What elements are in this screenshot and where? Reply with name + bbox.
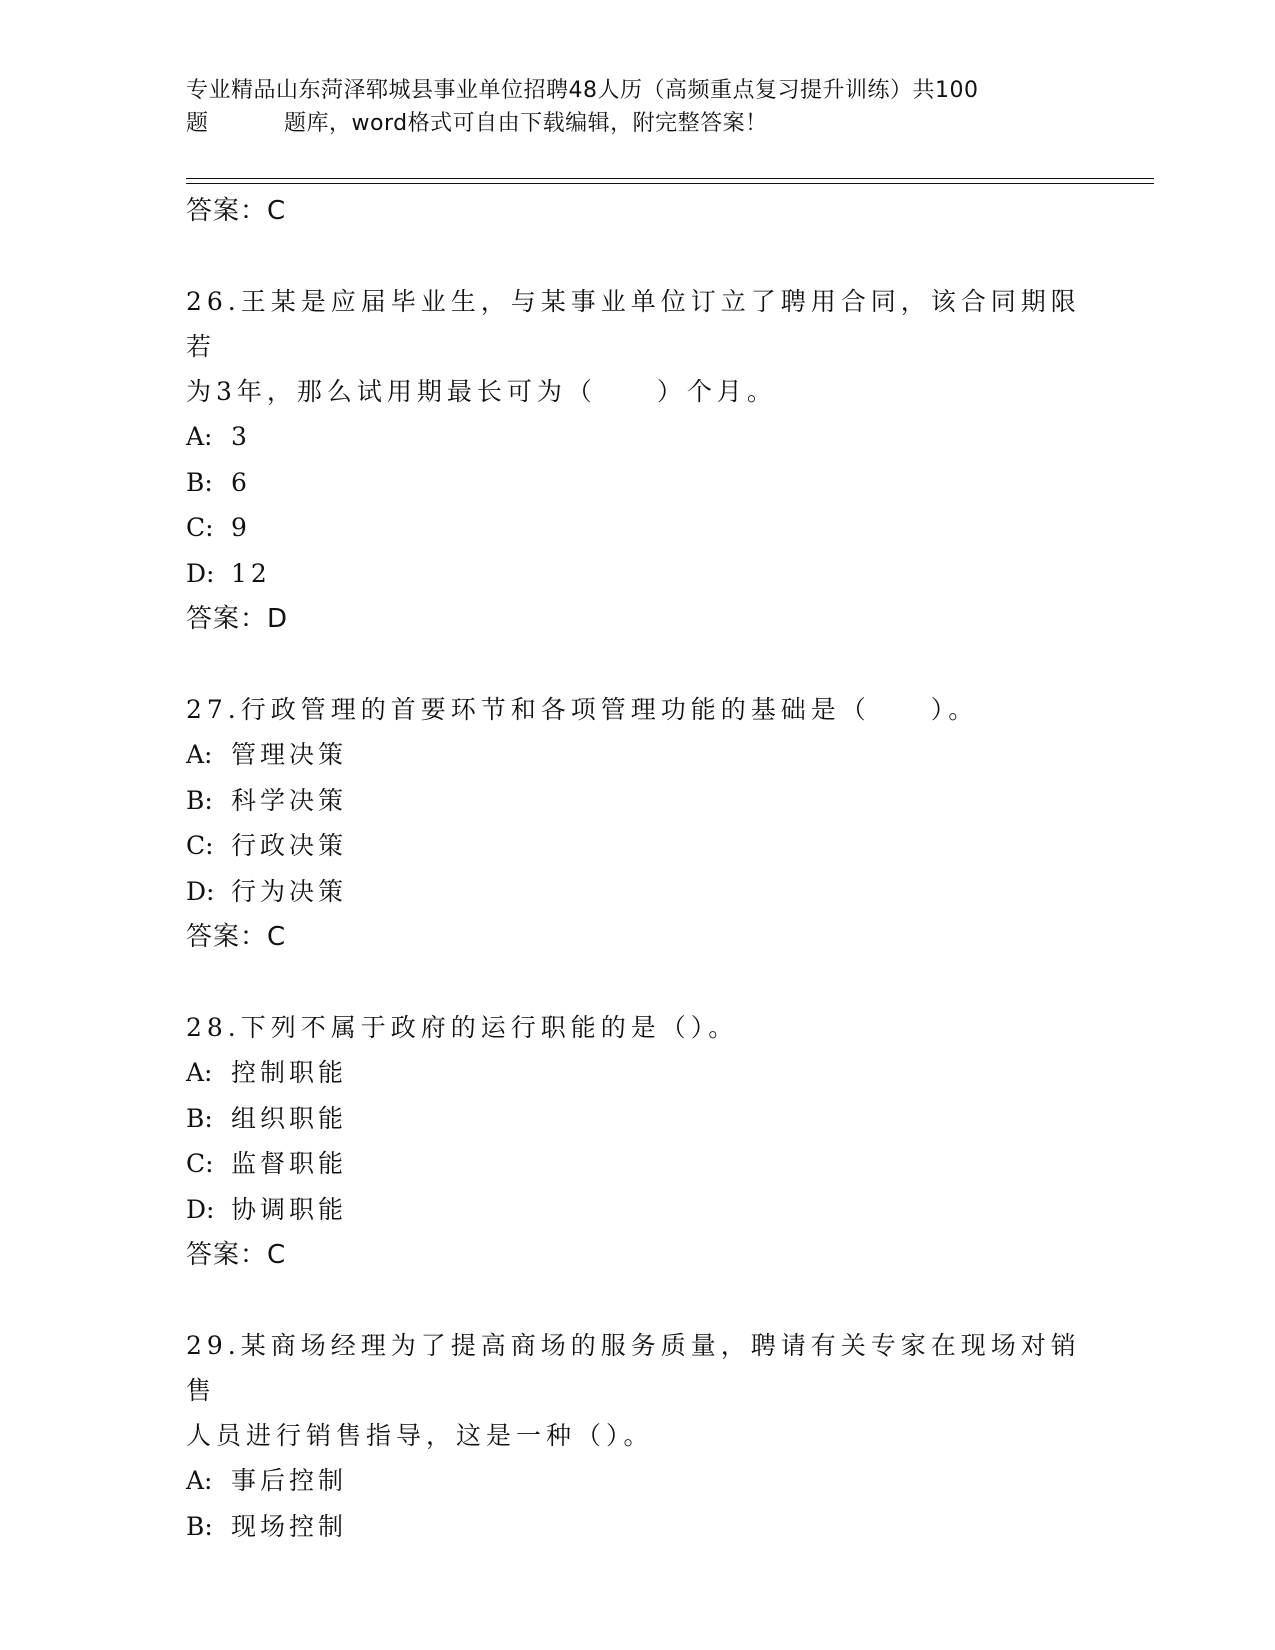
answer-line: 答案：C (186, 196, 287, 226)
option-label: B: (186, 785, 213, 815)
option-d (186, 551, 1086, 597)
option-text: 3 (231, 422, 251, 451)
option-label: B: (186, 467, 213, 497)
option-label: A: (186, 1058, 213, 1087)
option-c (186, 1141, 1086, 1187)
header-divider-bottom (186, 183, 1154, 184)
question-stem-line: 26.王某是应届毕业生，与某事业单位订立了聘用合同，该合同期限若 (186, 287, 1081, 361)
option-label: D: (186, 558, 215, 588)
option-label: C: (186, 831, 214, 860)
header-title-line: 专业精品山东菏泽郓城县事业单位招聘48人历（高频重点复习提升训练）共100 (186, 78, 979, 103)
option-text: 行政决策 (231, 831, 348, 860)
question-27 (186, 687, 1086, 960)
option-text: 科学决策 (231, 785, 348, 815)
question-29 (186, 1323, 1086, 1549)
header-title-tail: 题 (186, 111, 209, 136)
option-d (186, 1187, 1086, 1233)
question-stem (186, 687, 1086, 732)
question-stem (186, 1005, 1086, 1050)
header-description: 题库，word格式可自由下载编辑，附完整答案！ (284, 111, 768, 136)
option-text: 监督职能 (231, 1149, 348, 1178)
option-b (186, 460, 1086, 506)
question-26 (186, 279, 1086, 642)
option-a (186, 732, 1086, 778)
option-a (186, 414, 1086, 460)
question-stem-line: 人员进行销售指导，这是一种（）。 (186, 1421, 654, 1450)
option-text: 现场控制 (231, 1511, 348, 1541)
option-text: 行为决策 (231, 876, 348, 906)
option-label: B: (186, 1511, 213, 1541)
option-text: 协调职能 (231, 1194, 348, 1224)
header-subtitle-line (186, 107, 1086, 140)
page-header (186, 74, 1086, 140)
option-label: C: (186, 1149, 214, 1178)
question-stem (186, 279, 1086, 414)
option-label: C: (186, 513, 214, 542)
option-b (186, 1504, 1086, 1550)
option-text: 9 (231, 513, 251, 542)
option-a (186, 1458, 1086, 1504)
answer-line: 答案：C (186, 922, 287, 952)
option-text: 控制职能 (231, 1058, 348, 1087)
option-label: D: (186, 876, 215, 906)
option-label: D: (186, 1194, 215, 1224)
option-text: 6 (231, 467, 251, 497)
option-text: 组织职能 (231, 1103, 348, 1133)
option-label: A: (186, 740, 213, 769)
question-stem-line: 28.下列不属于政府的运行职能的是（）。 (186, 1013, 739, 1042)
question-stem-line: 27.行政管理的首要环节和各项管理功能的基础是（ ）。 (186, 695, 979, 724)
option-a (186, 1050, 1086, 1096)
option-text: 事后控制 (231, 1466, 348, 1495)
question-stem (186, 1323, 1086, 1458)
answer-line: 答案：C (186, 1240, 287, 1270)
option-c (186, 505, 1086, 551)
option-text: 管理决策 (231, 740, 348, 769)
option-b (186, 1096, 1086, 1142)
question-list (186, 188, 1086, 1549)
answer-line: 答案：D (186, 604, 289, 634)
option-label: B: (186, 1103, 213, 1133)
question-28 (186, 1005, 1086, 1278)
header-divider-top (186, 178, 1154, 179)
option-label: A: (186, 1466, 213, 1495)
option-c (186, 823, 1086, 869)
option-text: 12 (231, 558, 271, 588)
option-label: A: (186, 422, 213, 451)
question-stem-line: 为3年，那么试用期最长可为（ ）个月。 (186, 377, 777, 406)
option-d (186, 869, 1086, 915)
option-b (186, 778, 1086, 824)
question-stem-line: 29.某商场经理为了提高商场的服务质量，聘请有关专家在现场对销售 (186, 1331, 1081, 1405)
